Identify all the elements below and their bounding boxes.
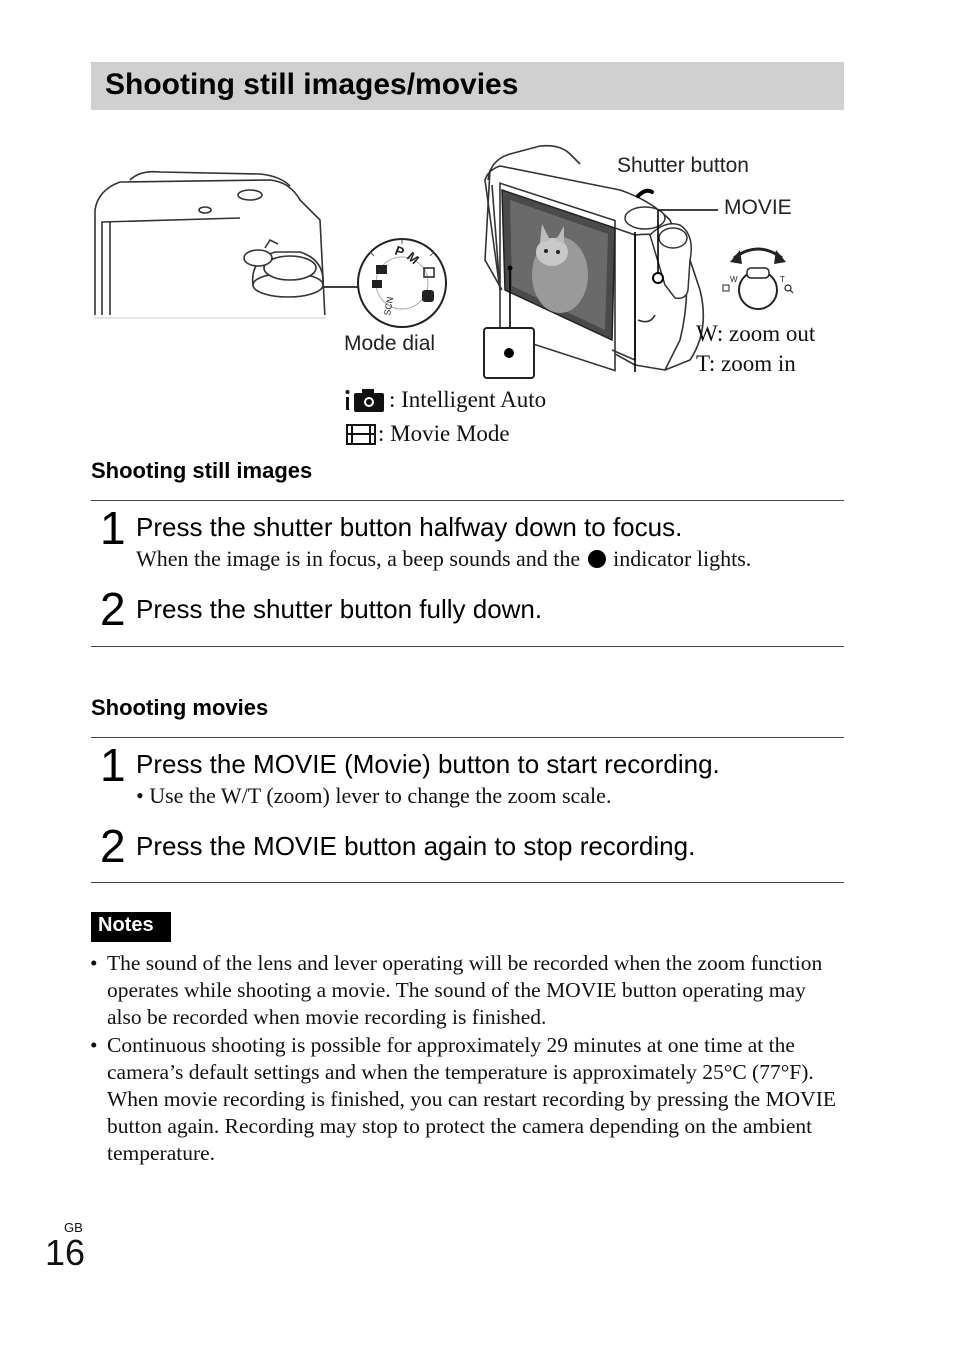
shutter-button-label: Shutter button: [617, 154, 749, 177]
step-number: 1: [100, 739, 126, 791]
movies-step-2-text: Press the MOVIE button again to stop recording.: [136, 831, 696, 861]
notes-badge: Notes: [91, 912, 171, 942]
zoom-lever-drawing: [723, 249, 793, 309]
dial-gb-icon: [422, 290, 434, 302]
movie-mode-label: : Movie Mode: [378, 421, 510, 446]
dial-p-label: P: [392, 242, 407, 260]
section-title-bar: [91, 62, 844, 110]
zoom-in-label: T: zoom in: [696, 351, 796, 376]
divider: [91, 882, 844, 883]
movie-button-mark: [653, 273, 663, 283]
movies-heading: Shooting movies: [91, 695, 269, 720]
indicator-dot-icon: [588, 550, 606, 568]
mode-dial-drawing: [358, 239, 446, 327]
dial-m-label: M: [404, 248, 423, 268]
mode-dial-label: Mode dial: [344, 332, 436, 355]
movie-mode-icon: [347, 425, 375, 444]
region-code: GB: [64, 1220, 83, 1235]
lever-w-label: W: [730, 275, 738, 284]
divider: [91, 500, 844, 501]
page-number: 16: [45, 1232, 86, 1273]
step-number: 2: [100, 583, 126, 635]
divider: [91, 737, 844, 738]
intelligent-auto-icon: [346, 389, 385, 412]
dial-camera-icon: [376, 265, 387, 274]
still-step-1-text: Press the shutter button halfway down to focus.: [136, 512, 683, 542]
shutter-button-mark: [638, 191, 652, 196]
note-item: • Continuous shooting is possible for approximately 29 minutes at one time at the camera’s default settings and when the temperature is approximately 25°C (77°F). When movie recording is finished, you can restart recording by pressing the MOVIE button again. Recording may stop to protect the camera depending on the ambient temperature.: [90, 1033, 837, 1165]
still-images-heading: Shooting still images: [91, 458, 313, 483]
note-item: • The sound of the lens and lever operating will be recorded when the zoom function operates while shooting a movie. The sound of the MOVIE button operating may also be recorded when movie recording is finished.: [90, 951, 823, 1029]
step-number: 2: [100, 820, 126, 872]
movies-step-1-note: • Use the W/T (zoom) lever to change the zoom scale.: [136, 783, 612, 808]
zoom-out-label: W: zoom out: [696, 321, 816, 346]
intelligent-auto-label: : Intelligent Auto: [389, 387, 547, 412]
still-step-1-note: When the image is in focus, a beep sounds and the indicator lights.: [136, 546, 752, 571]
lever-t-label: T: [780, 275, 785, 284]
still-step-2-text: Press the shutter button fully down.: [136, 594, 543, 624]
dial-scn-label: SCN: [382, 295, 396, 317]
camera-top-view-drawing: [90, 172, 330, 318]
divider: [91, 646, 844, 647]
dial-camera-icon: [372, 280, 382, 288]
movie-button-label: MOVIE: [724, 196, 792, 219]
step-number: 1: [100, 502, 126, 554]
page-title: Shooting still images/movies: [105, 68, 519, 101]
movies-step-1-text: Press the MOVIE (Movie) button to start recording.: [136, 749, 720, 779]
